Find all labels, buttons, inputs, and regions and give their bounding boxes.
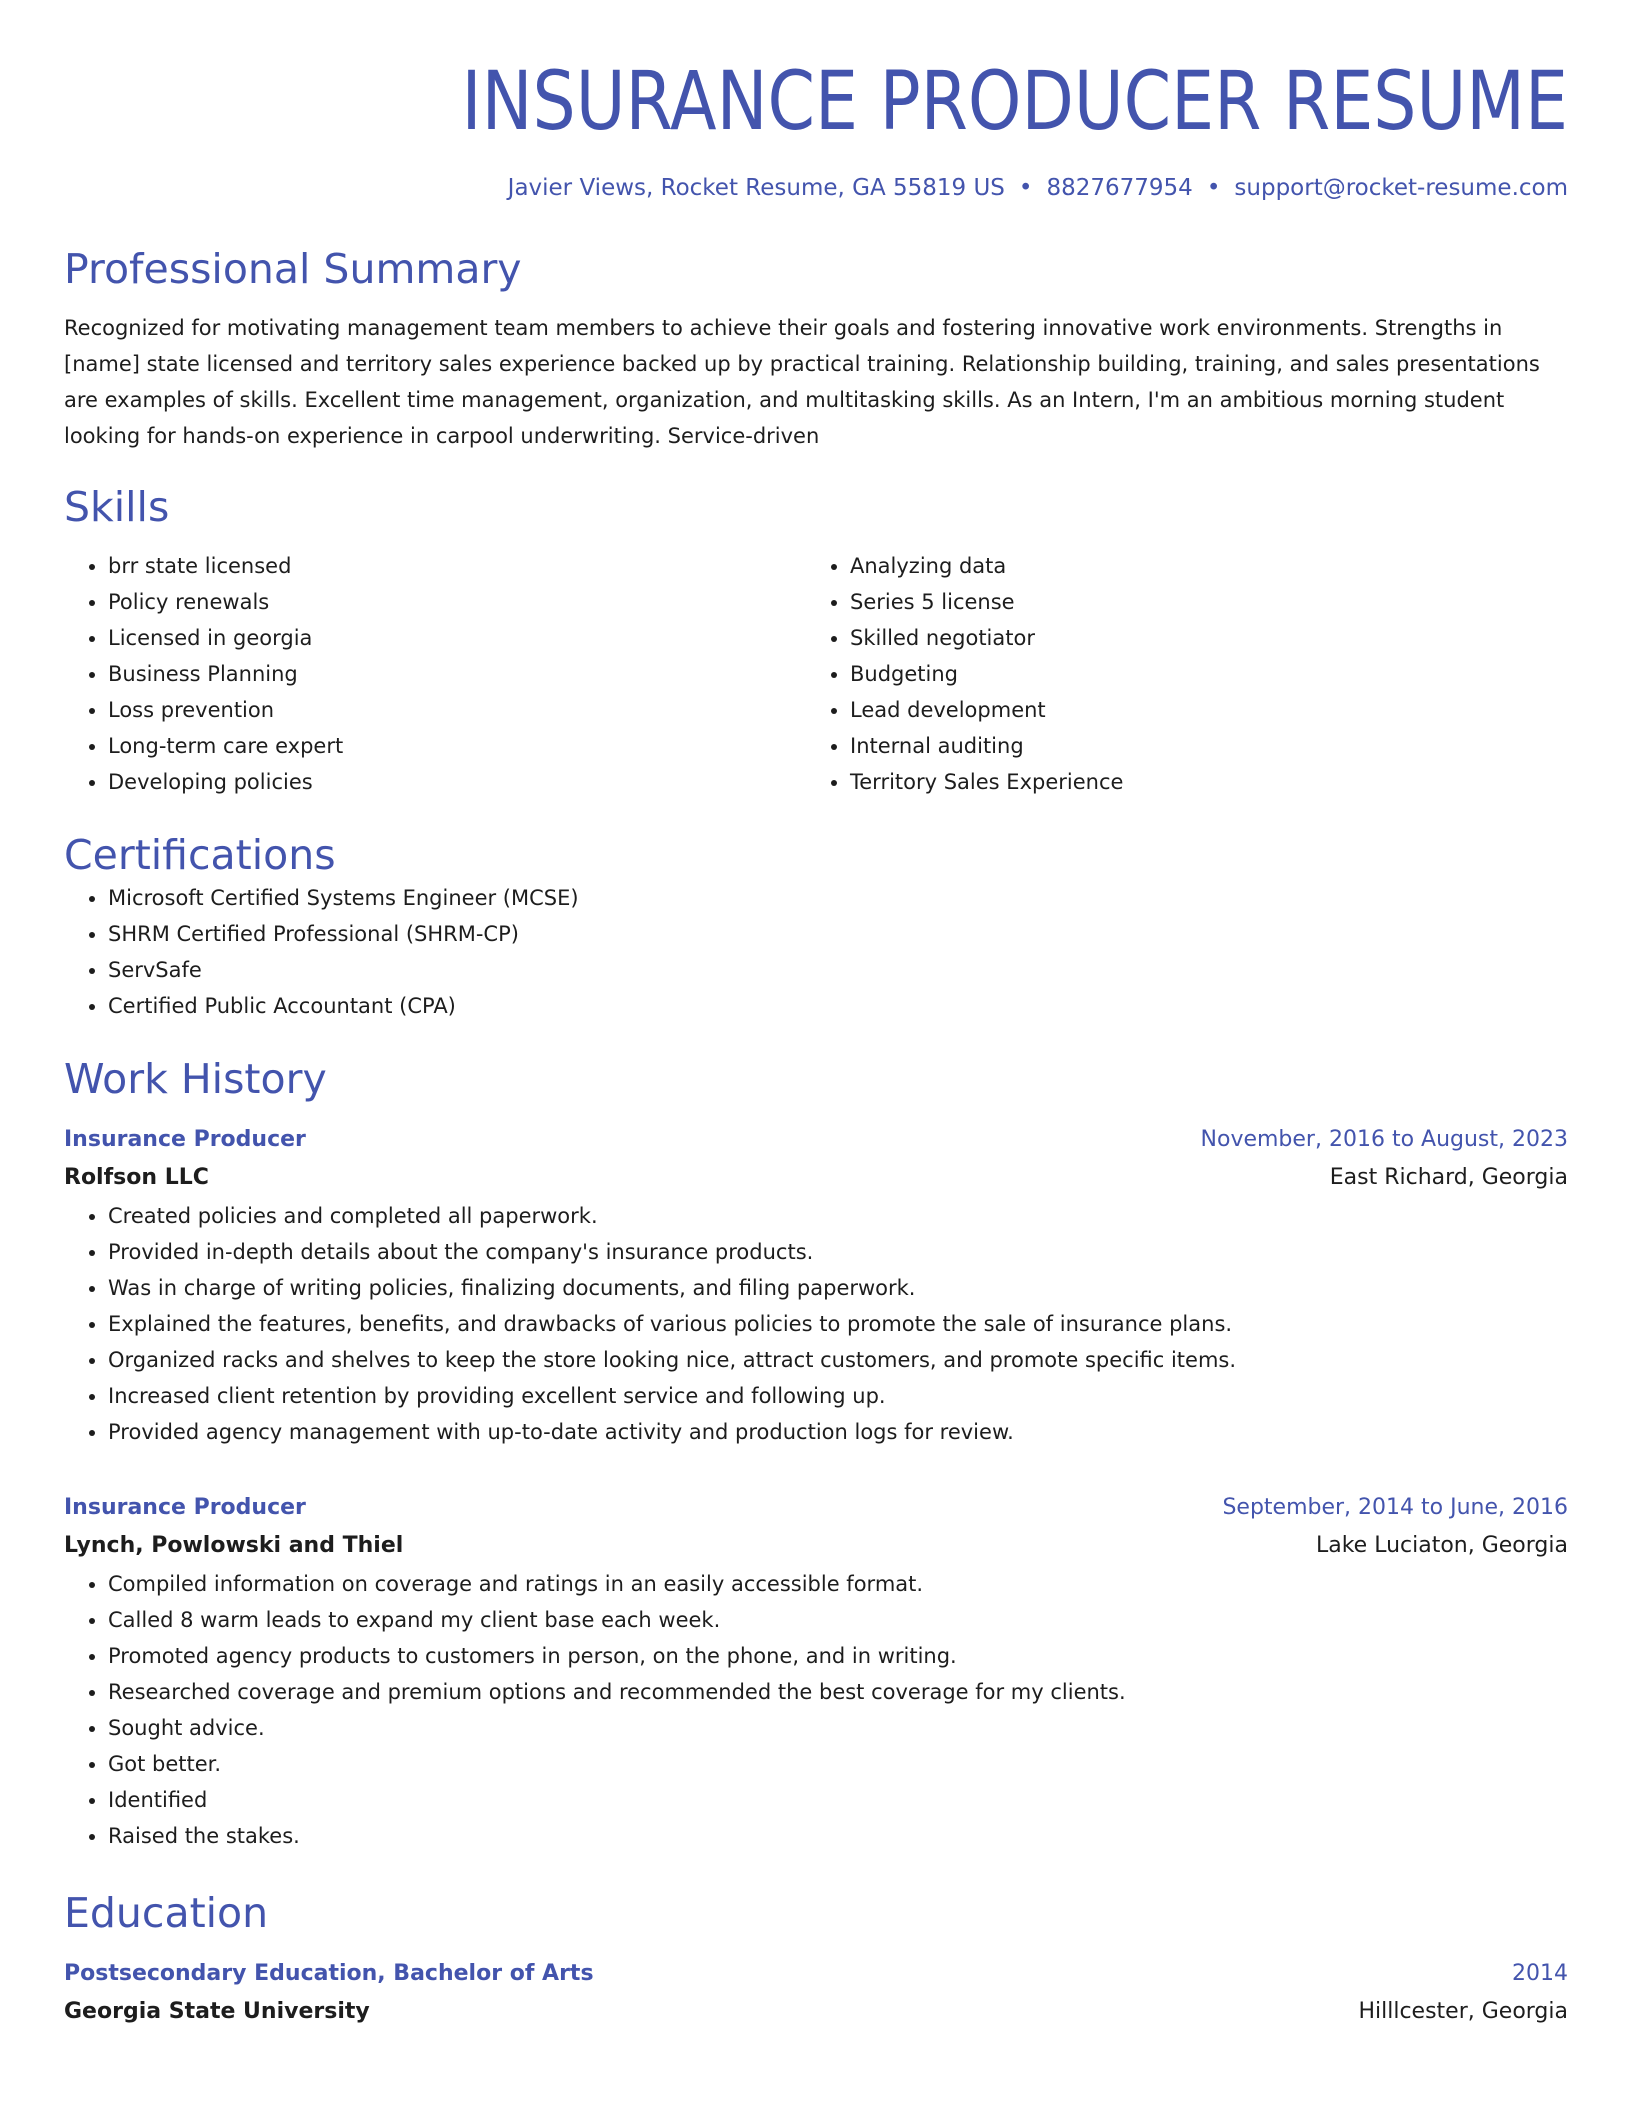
job-duty: • Promoted agency products to customers in person, on the phone, and in writing. xyxy=(108,1638,1568,1674)
skill-item: • Lead development xyxy=(850,692,1548,728)
job-duty: • Created policies and completed all paperwork. xyxy=(108,1198,1568,1234)
job-role: Insurance Producer xyxy=(64,1127,306,1152)
contact-separator: • xyxy=(1018,175,1033,201)
job-company: Lynch, Powlowski and Thiel xyxy=(64,1533,404,1558)
skills-list-left xyxy=(64,548,806,800)
job-role: Insurance Producer xyxy=(64,1495,306,1520)
resume-title: INSURANCE PRODUCER RESUME xyxy=(461,55,1569,149)
job-entry xyxy=(64,1122,1568,1450)
skill-item: • Loss prevention xyxy=(108,692,806,728)
summary-heading: Professional Summary xyxy=(64,245,522,293)
summary-text: Recognized for motivating management team members to achieve their goals and fostering innovative work environments. Strengths in [name] state licensed and territory sales experience backed up by practical training. Relationship building, training, and sales presentations are examples of skills. Excellent time management, organization, and multitasking skills. As an Intern, I'm an ambitious morning student looking for hands-on experience in carpool underwriting. Service-driven xyxy=(64,316,1540,448)
skill-item: • Developing policies xyxy=(108,764,806,800)
job-duty: • Provided in-depth details about the company's insurance products. xyxy=(108,1234,1568,1270)
contact-line xyxy=(64,172,1568,204)
education-entry xyxy=(64,1956,1568,2032)
skills-column-left xyxy=(64,548,806,800)
certification-item: • Certified Public Accountant (CPA) xyxy=(108,988,1568,1024)
skill-item: • Long-term care expert xyxy=(108,728,806,764)
education-location: Hilllcester, Georgia xyxy=(1358,1999,1568,2024)
skill-item: • brr state licensed xyxy=(108,548,806,584)
resume-header xyxy=(64,0,1568,204)
job-duty: • Increased client retention by providing excellent service and following up. xyxy=(108,1378,1568,1414)
skill-item: • Analyzing data xyxy=(850,548,1548,584)
skill-item: • Territory Sales Experience xyxy=(850,764,1548,800)
job-duty: • Identified xyxy=(108,1782,1568,1818)
skill-item: • Licensed in georgia xyxy=(108,620,806,656)
job-company-row xyxy=(64,1526,1568,1566)
skill-item: • Budgeting xyxy=(850,656,1548,692)
job-duties-list xyxy=(64,1566,1568,1854)
job-duty: • Researched coverage and premium options and recommended the best coverage for my clients. xyxy=(108,1674,1568,1710)
job-duty: • Compiled information on coverage and ratings in an easily accessible format. xyxy=(108,1566,1568,1602)
certification-item: • ServSafe xyxy=(108,952,1568,988)
job-company-row xyxy=(64,1158,1568,1198)
skills-list-right xyxy=(806,548,1548,800)
job-duty: • Provided agency management with up-to-date activity and production logs for review. xyxy=(108,1414,1568,1450)
contact-phone: 8827677954 xyxy=(1046,175,1193,201)
education-school: Georgia State University xyxy=(64,1999,370,2024)
job-duty: • Was in charge of writing policies, finalizing documents, and filing paperwork. xyxy=(108,1270,1568,1306)
skills-grid xyxy=(64,548,1568,800)
education-heading: Education xyxy=(64,1889,269,1937)
certification-item: • SHRM Certified Professional (SHRM-CP) xyxy=(108,916,1568,952)
skills-heading: Skills xyxy=(64,483,170,531)
job-location: East Richard, Georgia xyxy=(1329,1165,1568,1190)
education-school-row xyxy=(64,1992,1568,2032)
job-duty: • Raised the stakes. xyxy=(108,1818,1568,1854)
education-degree: Postsecondary Education, Bachelor of Arts xyxy=(64,1961,594,1986)
job-header-row xyxy=(64,1122,1568,1158)
skill-item: • Policy renewals xyxy=(108,584,806,620)
contact-address: Javier Views, Rocket Resume, GA 55819 US xyxy=(507,175,1005,201)
job-entry xyxy=(64,1490,1568,1854)
certifications-list xyxy=(64,880,1568,1024)
job-duty: • Called 8 warm leads to expand my client base each week. xyxy=(108,1602,1568,1638)
certification-item: • Microsoft Certified Systems Engineer (MCSE) xyxy=(108,880,1568,916)
job-duty: • Explained the features, benefits, and drawbacks of various policies to promote the sale of insurance plans. xyxy=(108,1306,1568,1342)
job-dates: November, 2016 to August, 2023 xyxy=(1200,1127,1568,1152)
education-year: 2014 xyxy=(1512,1961,1568,1986)
work-history-heading: Work History xyxy=(64,1055,327,1103)
job-duty: • Sought advice. xyxy=(108,1710,1568,1746)
job-header-row xyxy=(64,1490,1568,1526)
skill-item: • Skilled negotiator xyxy=(850,620,1548,656)
skill-item: • Internal auditing xyxy=(850,728,1548,764)
job-location: Lake Luciaton, Georgia xyxy=(1315,1533,1568,1558)
job-duty: • Got better. xyxy=(108,1746,1568,1782)
job-duties-list xyxy=(64,1198,1568,1450)
job-dates: September, 2014 to June, 2016 xyxy=(1222,1495,1568,1520)
contact-email: support@rocket-resume.com xyxy=(1234,175,1568,201)
skill-item: • Business Planning xyxy=(108,656,806,692)
job-duty: • Organized racks and shelves to keep the store looking nice, attract customers, and promote specific items. xyxy=(108,1342,1568,1378)
job-company: Rolfson LLC xyxy=(64,1165,209,1190)
contact-separator: • xyxy=(1206,175,1221,201)
skill-item: • Series 5 license xyxy=(850,584,1548,620)
skills-column-right xyxy=(806,548,1548,800)
certifications-heading: Certifications xyxy=(64,831,336,879)
education-header-row xyxy=(64,1956,1568,1992)
